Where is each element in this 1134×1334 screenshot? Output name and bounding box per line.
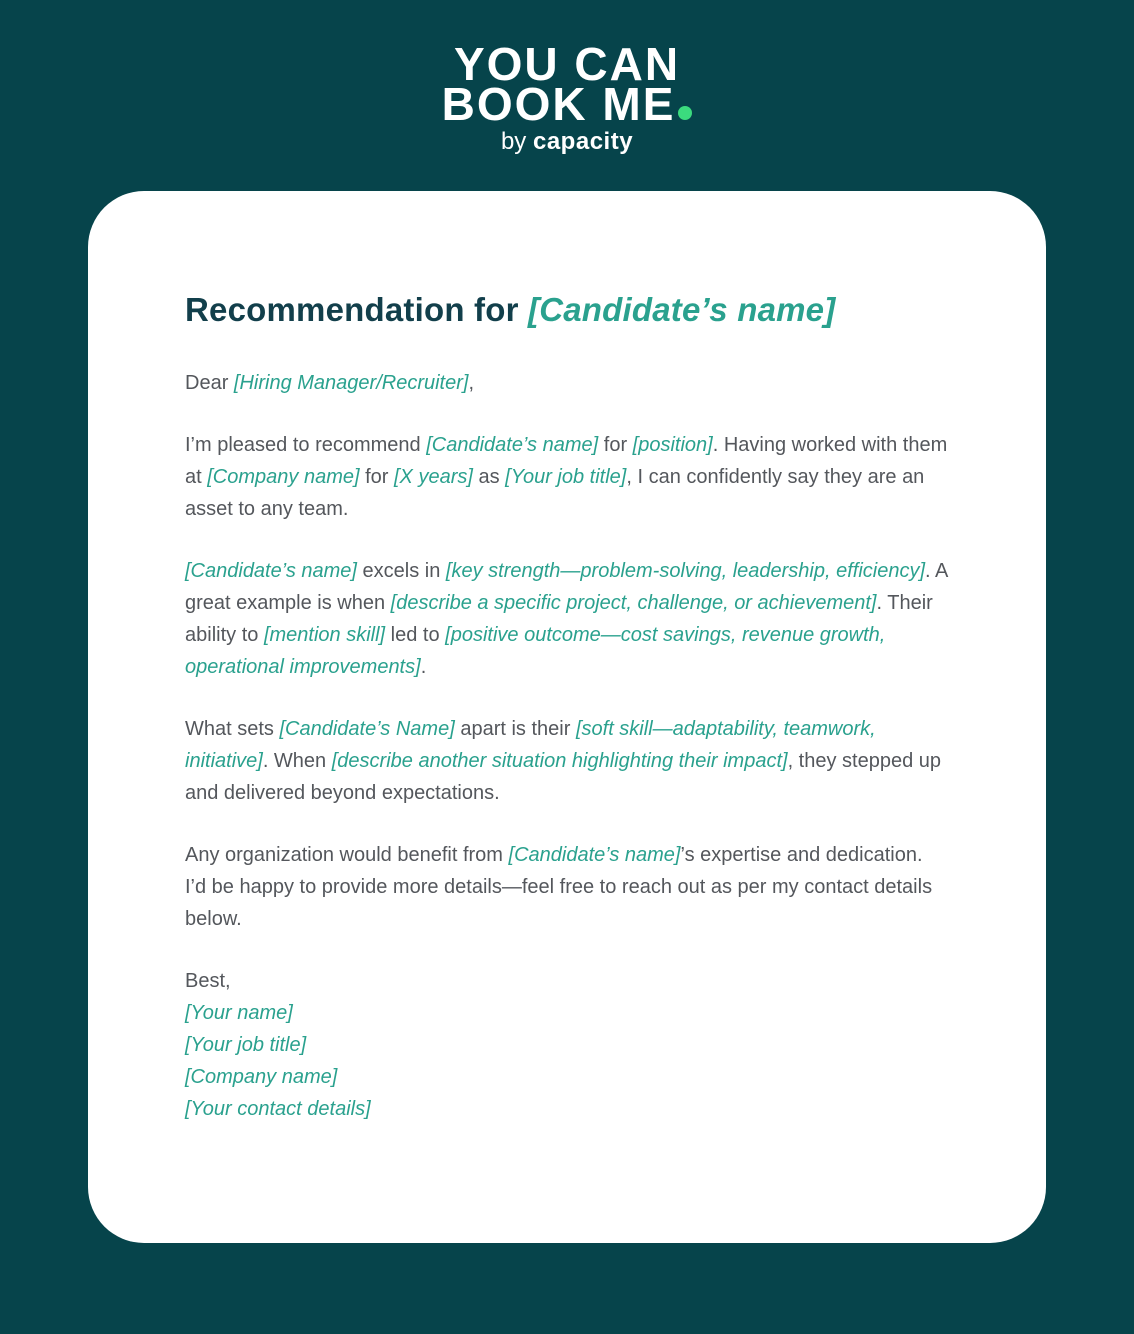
letter-paragraph-intro bbox=[185, 429, 949, 525]
logo-green-dot-icon bbox=[678, 106, 692, 120]
text-segment: . Having worked with them at bbox=[185, 434, 948, 488]
placeholder-segment: [Candidate’s name] bbox=[508, 844, 681, 866]
brand-logo bbox=[0, 0, 1134, 155]
text-segment: as bbox=[472, 466, 506, 488]
letter-card bbox=[88, 191, 1046, 1243]
placeholder-segment: [positive outcome—cost savings, revenue growth, operational improvements] bbox=[185, 624, 886, 678]
letter-paragraph-closing bbox=[185, 839, 949, 935]
placeholder-segment: [describe a specific project, challenge, or achievement] bbox=[390, 592, 877, 614]
letter-paragraph-strengths bbox=[185, 555, 949, 683]
text-segment: . A great example is when bbox=[185, 560, 948, 614]
text-segment: . Their ability to bbox=[185, 592, 933, 646]
signature-line-contact bbox=[185, 1093, 949, 1125]
signature-line-name bbox=[185, 997, 949, 1029]
placeholder-segment: [key strength—problem-solving, leadership, efficiency] bbox=[445, 560, 926, 582]
signature-line-job-title bbox=[185, 1029, 949, 1061]
signature-line-company bbox=[185, 1061, 949, 1093]
logo-text-you-can: YOU CAN bbox=[453, 38, 681, 90]
logo-capacity-label: capacity bbox=[532, 128, 634, 155]
signature-line-salutation bbox=[185, 965, 949, 997]
placeholder-segment: [Company name] bbox=[207, 466, 360, 488]
text-segment: What sets bbox=[185, 718, 280, 740]
text-segment: apart is their bbox=[454, 718, 576, 740]
placeholder-segment: [Your name] bbox=[185, 1002, 293, 1024]
text-segment: Dear bbox=[185, 372, 234, 394]
text-segment: ’s expertise and dedication. I’d be happy to provide more details—feel free to reach out as per my contact details below. bbox=[185, 844, 933, 930]
letter-title-prefix: Recommendation for bbox=[185, 291, 529, 328]
placeholder-segment: [Candidate’s Name] bbox=[279, 718, 455, 740]
logo-text-book-me-label: BOOK ME bbox=[441, 78, 676, 130]
text-segment: , bbox=[468, 372, 474, 394]
placeholder-segment: [Your job title] bbox=[185, 1034, 307, 1056]
text-segment: for bbox=[598, 434, 633, 456]
placeholder-segment: [Company name] bbox=[185, 1066, 338, 1088]
placeholder-segment: [X years] bbox=[394, 466, 473, 488]
placeholder-segment: [describe another situation highlighting their impact] bbox=[331, 750, 788, 772]
text-segment: , they stepped up and delivered beyond expectations. bbox=[185, 750, 942, 804]
text-segment: , I can confidently say they are an asset to any team. bbox=[185, 466, 925, 520]
text-segment: excels in bbox=[356, 560, 446, 582]
text-segment: . bbox=[420, 656, 427, 678]
letter-title-candidate-placeholder: [Candidate’s name] bbox=[528, 291, 836, 328]
placeholder-segment: [soft skill—adaptability, teamwork, initiative] bbox=[185, 718, 876, 772]
placeholder-segment: [Hiring Manager/Recruiter] bbox=[233, 372, 469, 394]
placeholder-segment: [Your job title] bbox=[505, 466, 627, 488]
letter-paragraph-soft-skills bbox=[185, 713, 949, 809]
placeholder-segment: [Candidate’s name] bbox=[185, 560, 357, 582]
text-segment: I’m pleased to recommend bbox=[185, 434, 427, 456]
placeholder-segment: [Your contact details] bbox=[185, 1098, 371, 1120]
logo-by-label: by bbox=[500, 128, 527, 155]
placeholder-segment: [position] bbox=[632, 434, 713, 456]
text-segment: for bbox=[359, 466, 394, 488]
logo-text-book-me bbox=[0, 78, 1134, 130]
text-segment: Any organization would benefit from bbox=[185, 844, 509, 866]
text-segment: Best, bbox=[185, 970, 231, 992]
letter-signature bbox=[185, 965, 949, 1125]
text-segment: . When bbox=[262, 750, 332, 772]
letter-title bbox=[185, 291, 949, 329]
placeholder-segment: [Candidate’s name] bbox=[426, 434, 599, 456]
logo-byline bbox=[0, 129, 1134, 155]
letter-greeting bbox=[185, 367, 949, 399]
text-segment: led to bbox=[385, 624, 446, 646]
placeholder-segment: [mention skill] bbox=[263, 624, 386, 646]
